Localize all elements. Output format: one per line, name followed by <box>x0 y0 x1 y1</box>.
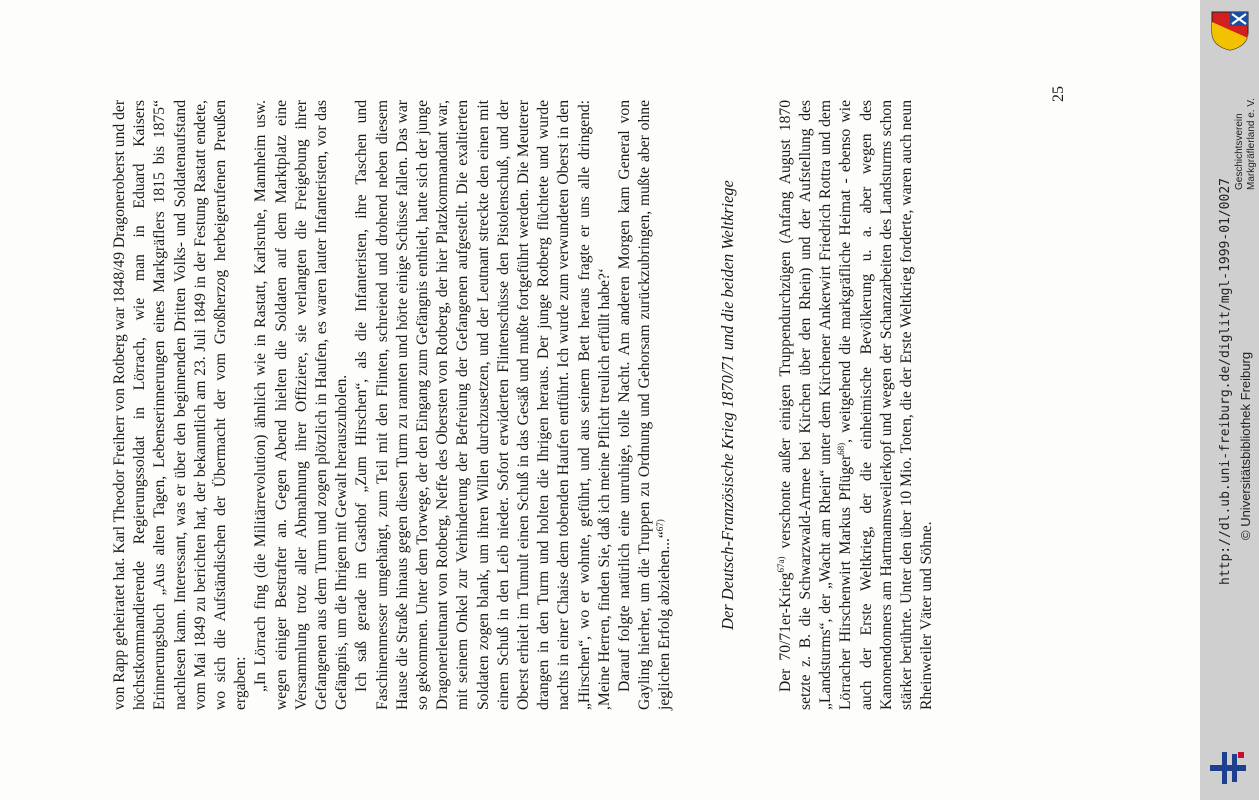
section-heading: Der Deutsch-Französische Krieg 1870/71 und die beiden Weltkriege <box>717 180 737 630</box>
paragraph-5 <box>776 100 938 710</box>
footnote-marker-67: 67) <box>655 519 666 532</box>
paragraph-5-end: , weitgehend die markgräfliche Heimat - ebenso wie auch der Erste Weltkrieg, der die einheimische Bevölkerung u. a. aber wegen des Kanonendonners am Hartmannsweilerkopf und wegen der Schanzarbeiten des Landsturms schon stärker berührte. Unter den über 10 Mio. Toten, die der Erste Weltkrieg forderte, waren auch neun Rheinweiler Väter und Söhne. <box>837 100 936 710</box>
page-number: 25 <box>1050 86 1067 102</box>
paragraph-4-text: Darauf folgte natürlich eine unruhige, tolle Nacht. Am anderen Morgen kam General von Gayling hierher, um die Truppen zu Ordnung und Gehorsam zurückzubringen, mußte aber ohne jeglichen Erfolg abziehen...“ <box>616 100 674 710</box>
paragraph-3: Ich saß gerade im Gasthof „Zum Hirschen“, als die Infanteristen, ihre Taschen und Faschinenmesser umgehängt, zum Teil mit den Flinten, schreiend und drohend neben diesem Hause die Straße hinaus gegen diesen Turm zu rannten und hörte einige Schüsse fallen. Das war so gekommen. Unter dem Torwege, der den Eingang zum Gefängnis enthielt, hatte sich der junge Dragonerleutnant von Rotberg, Neffe des Obersten von Rotberg, der hier Platzkommandant war, mit seinem Onkel zur Verhinderung der Befreiung der Gefangenen aufgestellt. Die exaltierten Soldaten zogen blank, um ihren Willen durchzusetzen, und der Leutnant streckte den einen mit einem Schuß in den Leib nieder. Sofort erwiderten Flintenschüsse den Pistolenschuß, und der Oberst erhielt im Tumult einen Schuß in das Gesäß und mußte fortgeführt werden. Die Meuterer drangen in den Turm und holten die Ihrigen heraus. Der junge Rotberg flüchtete und wurde nachts in einer Chaise dem tobenden Haufen entführt. Ich wurde zum verwundeten Oberst in den „Hirschen“, wo er wohnte, geführt, und aus seinem Bett heraus fragte er uns alle dringend: ,Meine Herren, finden Sie, daß ich meine Pflicht treulich erfüllt habe?‘ <box>353 100 613 710</box>
crest-icon <box>1208 8 1252 52</box>
paragraph-5-middle: verschonte außer einigen Truppendurchzügen (Anfang August 1870 setzte z. B. die Schwarzwald-Armee bei Kirchen über den Rhein) und der Aufstellung des „Landsturms“, der „Wacht am Rhein“ unter dem Kirchener Ankerwirt Friedrich Rottra und dem Lörracher Hirschenwirt Markus Pflüger <box>776 100 855 710</box>
org-name-line1: Geschichtsverein <box>1234 113 1245 190</box>
ub-freiburg-logo-icon <box>1208 748 1248 788</box>
source-url-link[interactable]: http://dl.ub.uni-freiburg.de/diglit/mgl-1999-01/0027 <box>1218 178 1233 585</box>
text-column <box>110 100 937 710</box>
paragraph-2: „In Lörrach fing (die Militärrevolution) ähnlich wie in Rastatt, Karlsruhe, Mannheim usw. wegen einiger Bestrafter an. Gegen Abend hielten die Soldaten auf dem Marktplatz eine Versammlung trotz aller Abmahnung ihrer Offiziere, sie verlangten die Freigebung ihrer Gefangenen aus dem Turm und zogen plötzlich in Haufen, es waren lauter Infanteristen, vor das Gefängnis, um die Ihrigen mit Gewalt herauszuholen. <box>252 100 351 710</box>
paragraph-5-start: Der 70/71er-Krieg <box>776 572 794 692</box>
org-name-line2: Markgräflerland e. V. <box>1246 98 1257 190</box>
footnote-marker-68: 68) <box>836 442 847 455</box>
paragraph-4 <box>615 100 676 710</box>
copyright-text: © Universitätsbibliothek Freiburg <box>1238 351 1253 540</box>
paragraph-1: von Rapp geheiratet hat. Karl Theodor Freiherr von Rotberg war 1848/49 Dragoneroberst und der höchstkommandierende Regierungssoldat in Lörrach, wie man in Eduard Kaisers Erinnerungsbuch „Aus alten Tagen, Lebenserinnerungen eines Markgräflers 1815 bis 1875“ nachlesen kann. Interessant, was er über den beginnenden Dritten Volks- und Soldatenaufstand vom Mai 1849 zu berichten hat, der bekanntlich am 23. Juli 1849 in der Festung Rastatt endete, wo sich die Aufständischen der Übermacht der vom Großherzog herbeigerufenen Preußen ergaben: <box>111 99 250 710</box>
org-name <box>1234 98 1258 190</box>
footnote-marker-67a: 67a) <box>775 556 786 573</box>
